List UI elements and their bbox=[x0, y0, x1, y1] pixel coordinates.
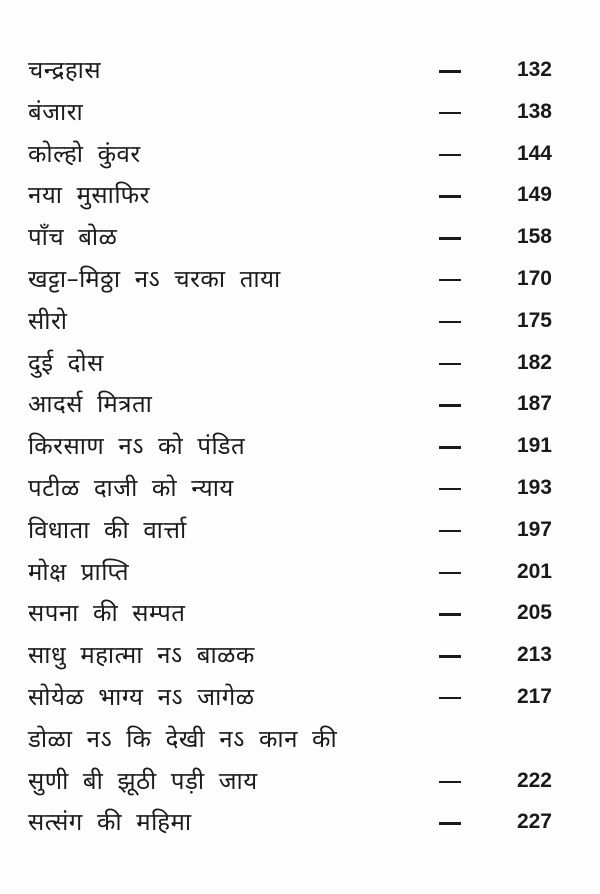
entry-page-number: 149 bbox=[516, 183, 552, 207]
dash-glyph bbox=[439, 195, 461, 198]
toc-entry bbox=[0, 50, 600, 92]
entry-title: पटीळ दाजी को न्याय bbox=[28, 473, 234, 502]
entry-page-number: 170 bbox=[516, 266, 552, 290]
entry-title: डोळा नऽ कि देखी नऽ कान की bbox=[28, 724, 338, 753]
entry-page-number: 138 bbox=[516, 99, 552, 123]
entry-page-number: 197 bbox=[516, 517, 552, 541]
toc-entry bbox=[0, 259, 600, 301]
dash-glyph bbox=[439, 237, 461, 240]
toc-entry bbox=[0, 761, 600, 803]
entry-title: सपना की सम्पत bbox=[28, 599, 186, 628]
toc-entry bbox=[0, 677, 600, 719]
dash-glyph bbox=[439, 613, 461, 616]
dash-glyph bbox=[439, 488, 461, 491]
table-of-contents bbox=[0, 50, 600, 844]
entry-title: पाँच बोळ bbox=[28, 223, 118, 252]
entry-page-number: 182 bbox=[516, 350, 552, 374]
entry-title: साधु महात्मा नऽ बाळक bbox=[28, 641, 255, 670]
toc-entry bbox=[0, 552, 600, 594]
entry-title: खट्टा–मिठ्ठा नऽ चरका ताया bbox=[28, 264, 281, 293]
entry-title: किरसाण नऽ को पंडित bbox=[28, 432, 246, 461]
entry-page-number: 158 bbox=[516, 225, 552, 249]
dash-glyph bbox=[439, 70, 461, 73]
toc-entry bbox=[0, 635, 600, 677]
toc-entry-continued bbox=[0, 719, 600, 761]
dash-glyph bbox=[439, 446, 461, 449]
toc-entry bbox=[0, 301, 600, 343]
entry-title: सुणी बी झूठी पड़ी जाय bbox=[28, 766, 258, 795]
toc-entry bbox=[0, 468, 600, 510]
dash-glyph bbox=[439, 530, 461, 533]
toc-entry bbox=[0, 802, 600, 844]
entry-page-number: 175 bbox=[516, 308, 552, 332]
entry-page-number: 132 bbox=[516, 58, 552, 81]
entry-title: नया मुसाफिर bbox=[28, 181, 150, 210]
entry-page-number: 144 bbox=[516, 141, 552, 165]
dash-glyph bbox=[439, 822, 461, 825]
entry-title: दुई दोस bbox=[28, 348, 104, 377]
entry-page-number: 191 bbox=[516, 434, 552, 458]
entry-title: चन्द्रहास bbox=[28, 56, 102, 84]
entry-title: कोल्हो कुंवर bbox=[28, 139, 141, 168]
dash-glyph bbox=[439, 404, 461, 407]
dash-glyph bbox=[439, 279, 461, 282]
toc-entry bbox=[0, 343, 600, 385]
toc-entry bbox=[0, 92, 600, 134]
entry-title: सत्संग की महिमा bbox=[28, 808, 192, 837]
entry-page-number: 193 bbox=[516, 475, 552, 499]
entry-page-number: 187 bbox=[516, 392, 552, 416]
entry-title: आदर्स मित्रता bbox=[28, 390, 153, 419]
entry-page-number: 213 bbox=[516, 643, 552, 667]
dash-glyph bbox=[439, 112, 461, 115]
toc-entry bbox=[0, 384, 600, 426]
toc-entry bbox=[0, 175, 600, 217]
toc-entry bbox=[0, 593, 600, 635]
entry-title: विधाता की वार्त्ता bbox=[28, 515, 187, 544]
dash-glyph bbox=[439, 154, 461, 157]
dash-glyph bbox=[439, 697, 461, 700]
entry-page-number: 227 bbox=[516, 810, 552, 834]
entry-title: सोयेळ भाग्य नऽ जागेळ bbox=[28, 682, 255, 711]
dash-glyph bbox=[439, 363, 461, 366]
dash-glyph bbox=[439, 572, 461, 575]
entry-page-number: 205 bbox=[516, 601, 552, 625]
entry-title: बंजारा bbox=[28, 97, 84, 126]
entry-title: मोक्ष प्राप्ति bbox=[28, 557, 130, 586]
dash-glyph bbox=[439, 655, 461, 658]
entry-page-number: 222 bbox=[516, 768, 552, 792]
toc-entry bbox=[0, 426, 600, 468]
toc-entry bbox=[0, 134, 600, 176]
toc-entry bbox=[0, 510, 600, 552]
entry-title: सीरो bbox=[28, 306, 68, 335]
toc-entry bbox=[0, 217, 600, 259]
entry-page-number: 201 bbox=[516, 559, 552, 583]
dash-glyph bbox=[439, 781, 461, 784]
dash-glyph bbox=[439, 321, 461, 324]
entry-page-number: 217 bbox=[516, 684, 552, 708]
